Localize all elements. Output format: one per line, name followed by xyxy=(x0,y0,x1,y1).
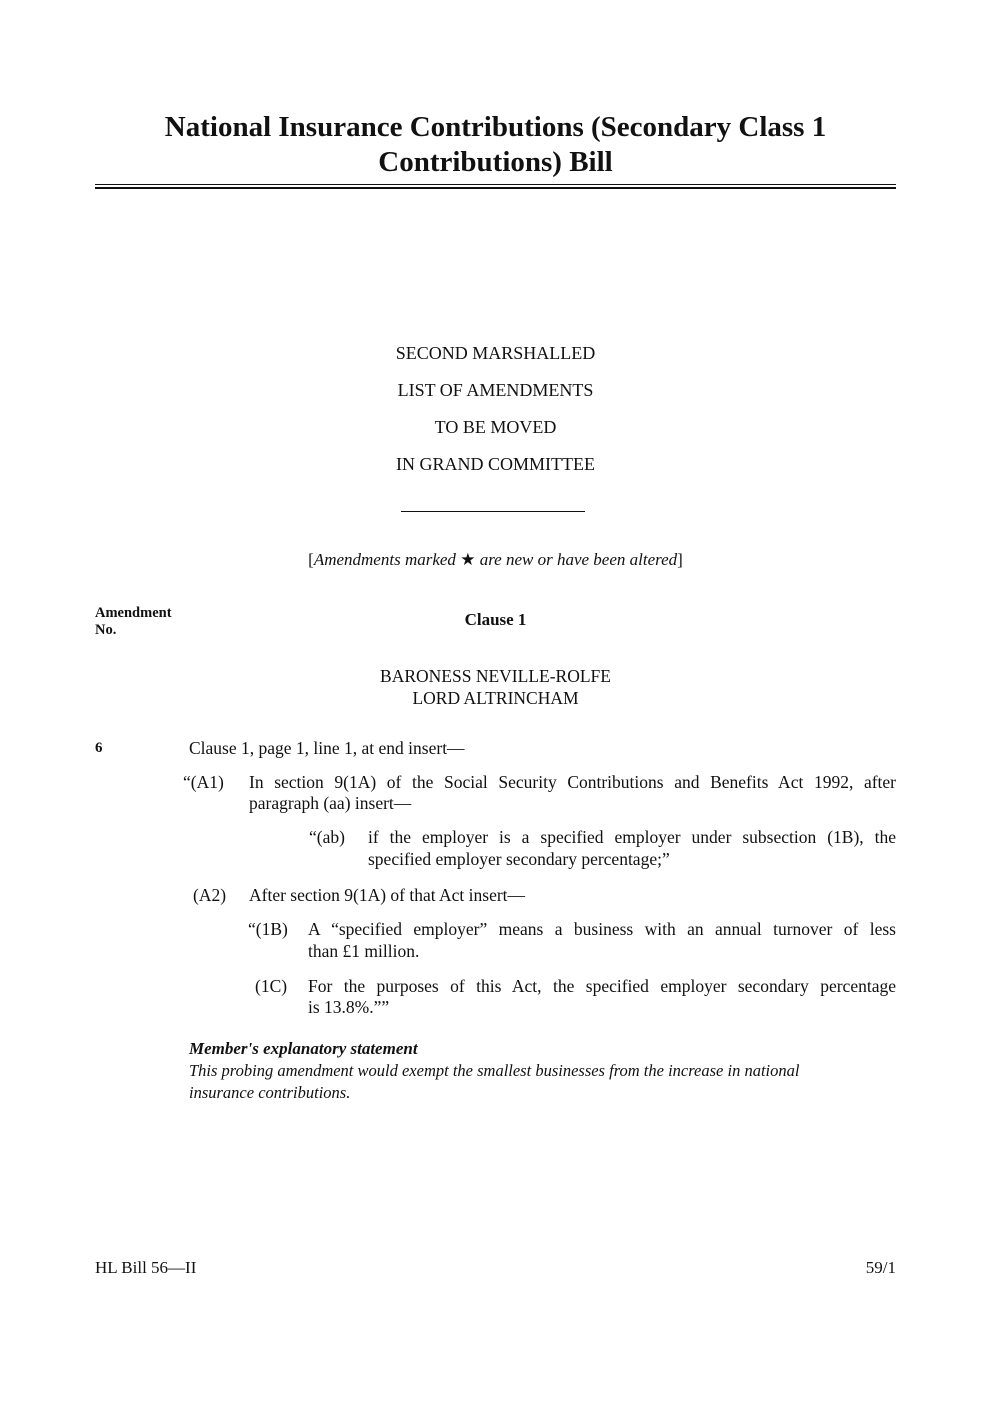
subsection-label-1b: “(1B) xyxy=(248,919,288,939)
bill-title-line2: Contributions) Bill xyxy=(378,146,613,178)
explanatory-statement-heading: Member's explanatory statement xyxy=(189,1039,418,1058)
footer-page-reference: 59/1 xyxy=(865,1258,896,1277)
mover-name: LORD ALTRINCHAM xyxy=(412,688,579,708)
subsection-text-1b: A “specified employer” means a business with an annual turnover of less xyxy=(308,919,896,939)
subsection-label-a1: “(A1) xyxy=(183,772,224,792)
star-icon: ★ xyxy=(460,550,476,569)
note-text: are new or have been altered xyxy=(475,550,678,569)
note-bracket: ] xyxy=(677,550,683,569)
heading-line: SECOND MARSHALLED xyxy=(395,343,596,363)
subsection-label-a2: (A2) xyxy=(193,885,227,905)
paragraph-text-ab: if the employer is a specified employer under subsection (1B), the xyxy=(368,827,896,847)
subsection-label-1c: (1C) xyxy=(255,976,288,996)
title-rule-top xyxy=(95,184,896,185)
subsection-text-a1: paragraph (aa) insert— xyxy=(249,793,412,813)
heading-rule xyxy=(401,511,585,512)
note-text: Amendments marked xyxy=(313,550,461,569)
amendment-no-label: Amendment No. xyxy=(95,605,172,638)
subsection-text-1c: is 13.8%.”” xyxy=(308,997,390,1017)
subsection-text-1b: than £1 million. xyxy=(308,941,420,961)
amendment-intro: Clause 1, page 1, line 1, at end insert— xyxy=(189,738,465,758)
explanatory-statement-text: This probing amendment would exempt the smallest businesses from the increase in national xyxy=(189,1061,800,1080)
heading-line: TO BE MOVED xyxy=(434,417,557,437)
amendment-number: 6 xyxy=(95,740,103,756)
subsection-text-a2: After section 9(1A) of that Act insert— xyxy=(249,885,526,905)
subsection-text-1c: For the purposes of this Act, the specified employer secondary percentage xyxy=(308,976,896,996)
paragraph-text-ab: specified employer secondary percentage;” xyxy=(368,849,670,869)
bill-title-line1: National Insurance Contributions (Secondary Class 1 xyxy=(164,111,827,143)
paragraph-label-ab: “(ab) xyxy=(309,827,345,847)
heading-line: LIST OF AMENDMENTS xyxy=(397,380,594,400)
title-rule-bottom xyxy=(95,187,896,189)
footer-bill-reference: HL Bill 56—II xyxy=(95,1258,197,1277)
amendments-note xyxy=(0,549,991,571)
subsection-text-a1: In section 9(1A) of the Social Security Contributions and Benefits Act 1992, after xyxy=(249,772,896,792)
note-bracket: [ xyxy=(308,550,314,569)
heading-line: IN GRAND COMMITTEE xyxy=(396,454,595,474)
clause-heading: Clause 1 xyxy=(464,610,527,629)
explanatory-statement-text: insurance contributions. xyxy=(189,1083,351,1102)
mover-name: BARONESS NEVILLE-ROLFE xyxy=(380,666,611,686)
